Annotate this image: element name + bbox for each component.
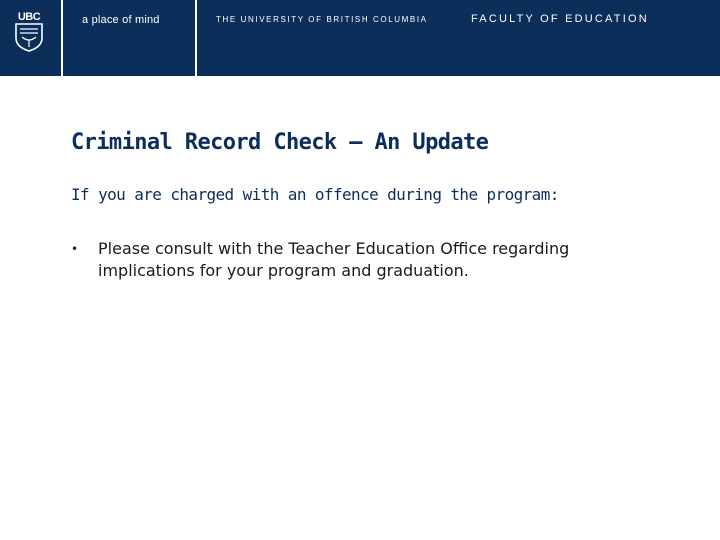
faculty-name: FACULTY OF EDUCATION (471, 13, 649, 25)
bullet-item (71, 238, 671, 282)
university-name: THE UNIVERSITY OF BRITISH COLUMBIA (216, 15, 428, 24)
header-divider-right (195, 0, 197, 76)
header-divider-left (61, 0, 63, 76)
ubc-logo-text: UBC (17, 11, 41, 23)
bullet-text: Please consult with the Teacher Education Office regarding implications for your program and graduation. (98, 239, 570, 280)
bullet-list (71, 238, 671, 282)
slide-subtitle: If you are charged with an offence during the program: (71, 185, 559, 204)
bullet-icon: • (71, 242, 79, 256)
slide-title: Criminal Record Check – An Update (71, 130, 489, 155)
tagline: a place of mind (82, 14, 160, 26)
header-banner (0, 0, 720, 76)
